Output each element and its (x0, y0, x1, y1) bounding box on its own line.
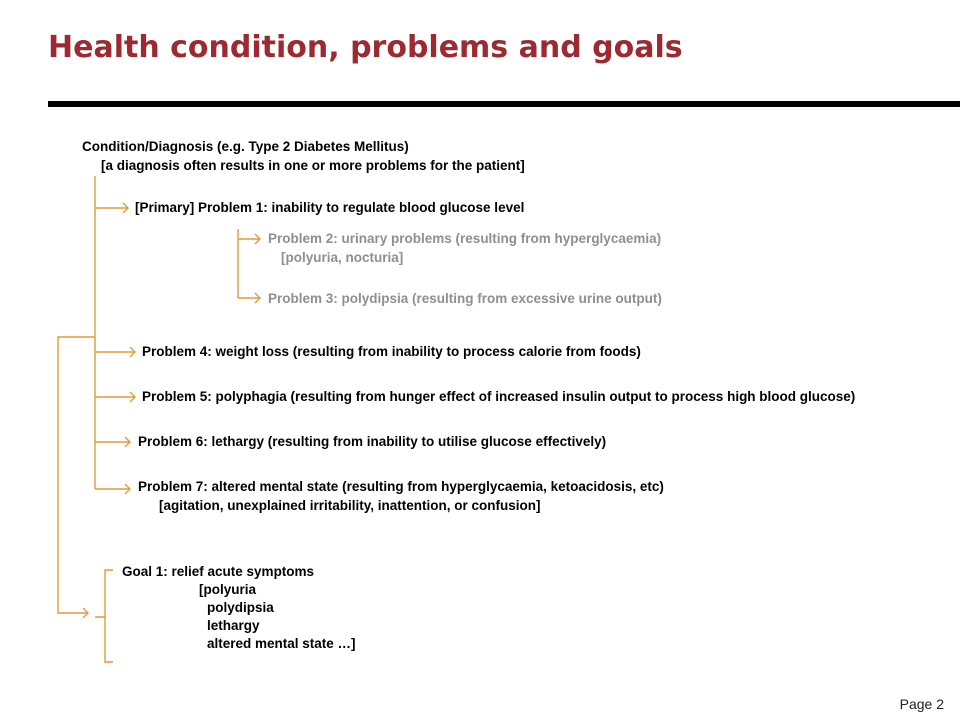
arrow-to-problem-4 (95, 347, 135, 357)
arrow-to-problem-6 (95, 437, 130, 447)
problem-6: Problem 6: lethargy (resulting from inability to utilise glucose effectively) (138, 434, 607, 449)
problem-3: Problem 3: polydipsia (resulting from excessive urine output) (268, 291, 662, 306)
condition-heading: Condition/Diagnosis (e.g. Type 2 Diabetes Mellitus) (82, 139, 409, 154)
arrow-to-problem-1 (95, 203, 128, 213)
problem-1: [Primary] Problem 1: inability to regulate blood glucose level (135, 200, 525, 215)
arrow-to-problem-5 (95, 392, 135, 402)
goal-1: Goal 1: relief acute symptoms (122, 564, 315, 579)
problem-7: Problem 7: altered mental state (resulting from hyperglycaemia, ketoacidosis, etc) (138, 479, 664, 494)
problem-2: Problem 2: urinary problems (resulting from hyperglycaemia) (268, 231, 662, 246)
goal-symptom-list-start: [polyuria (199, 582, 257, 597)
arrow-to-problem-2 (238, 234, 260, 244)
condition-note: [a diagnosis often results in one or more problems for the patient] (101, 158, 525, 173)
goal-symptom-lethargy: lethargy (207, 618, 260, 633)
goal-symptom-polydipsia: polydipsia (207, 600, 274, 615)
arrow-to-problem-3 (238, 293, 260, 303)
goal-bracket (95, 570, 113, 662)
page-number: Page 2 (899, 696, 944, 712)
problem-5: Problem 5: polyphagia (resulting from hunger effect of increased insulin output to process high blood glucose) (142, 389, 856, 404)
problem-2-detail: [polyuria, nocturia] (281, 250, 404, 265)
goal-feed-line (58, 337, 95, 613)
goal-symptom-mental-state: altered mental state …] (207, 636, 356, 651)
problem-4: Problem 4: weight loss (resulting from inability to process calorie from foods) (142, 344, 641, 359)
page-title: Health condition, problems and goals (48, 30, 683, 65)
arrow-to-problem-7 (95, 484, 130, 494)
problem-7-detail: [agitation, unexplained irritability, inattention, or confusion] (159, 498, 541, 513)
